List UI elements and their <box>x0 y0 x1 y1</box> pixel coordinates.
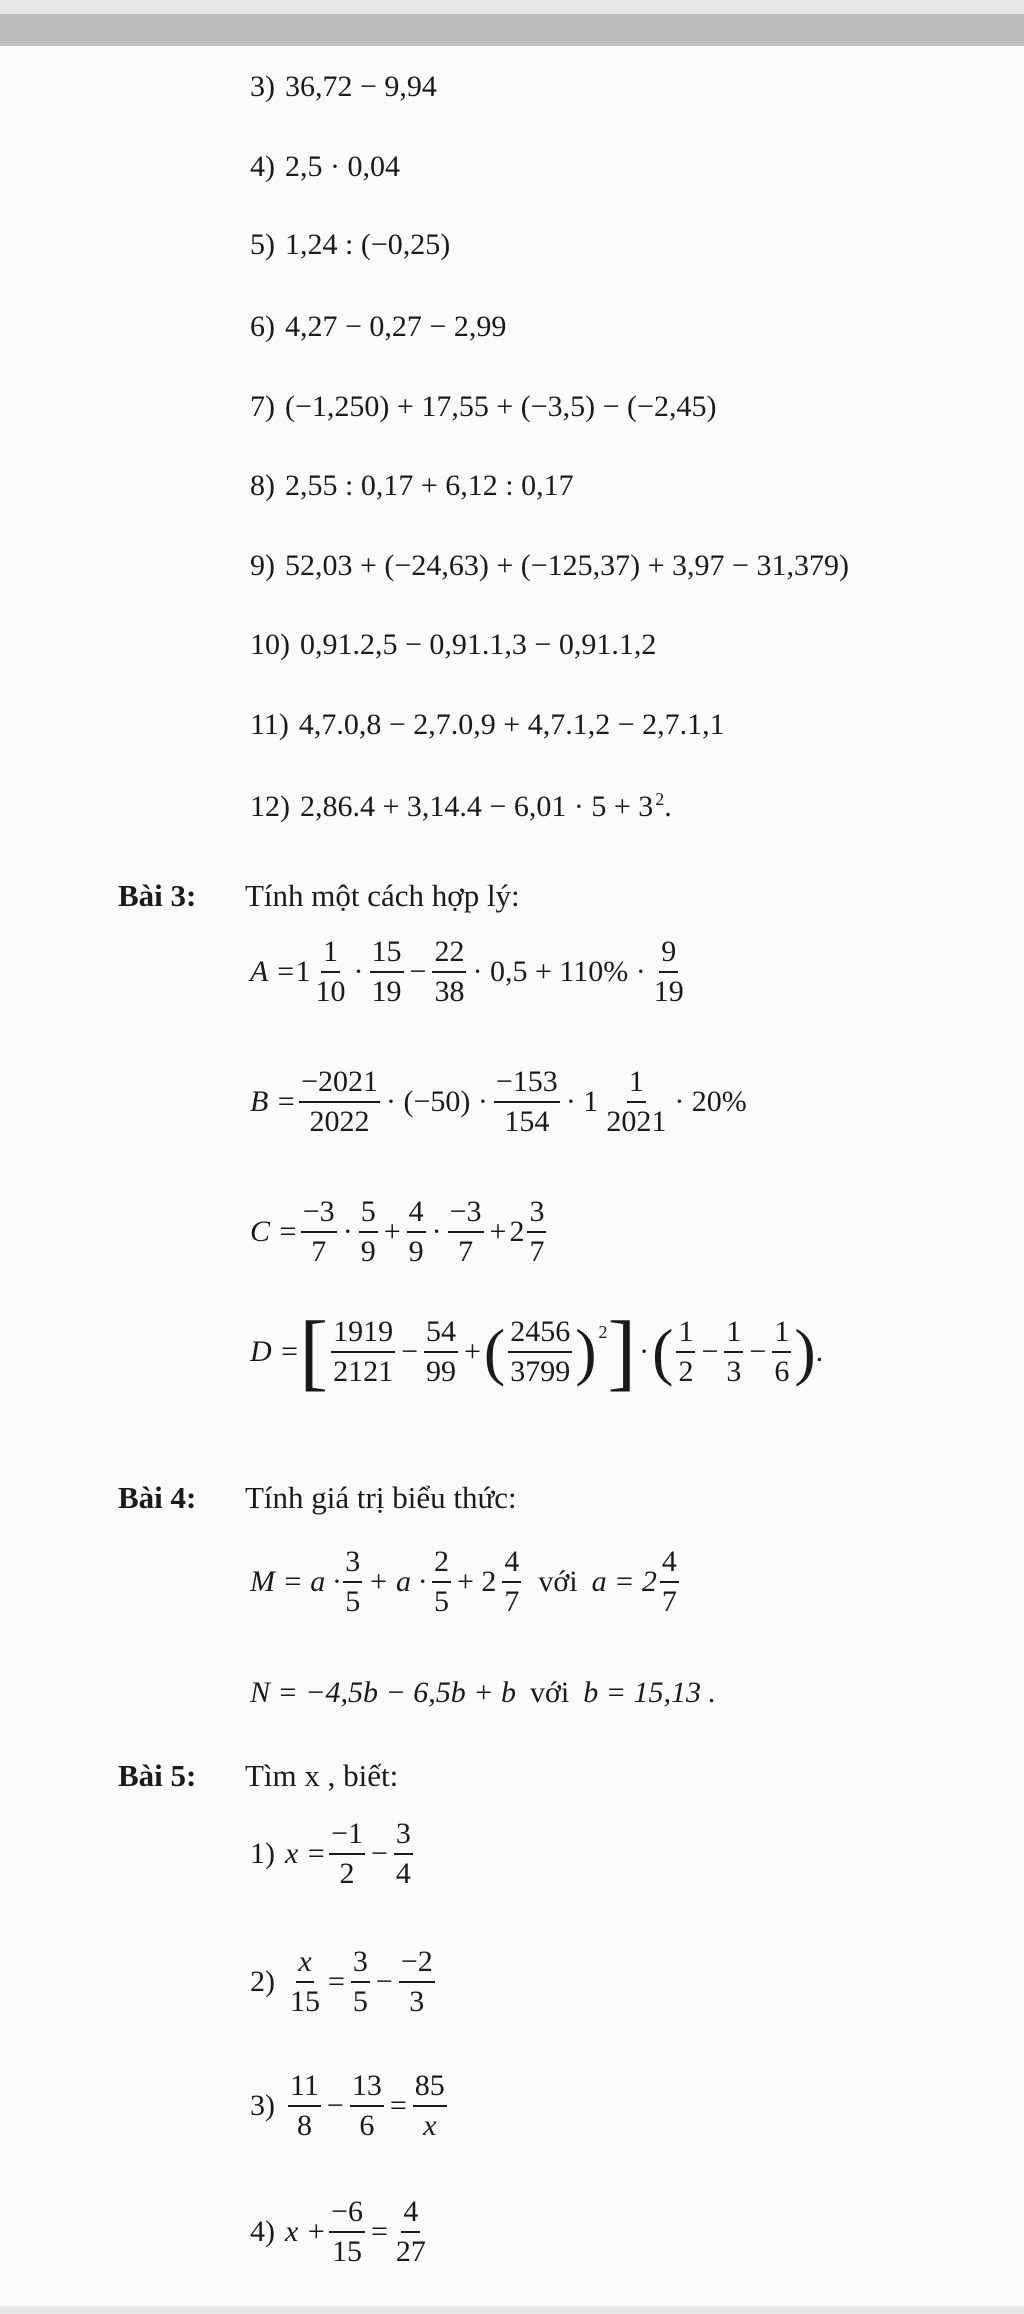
numerator: −2021 <box>299 1066 380 1103</box>
expr-lhs: x = <box>285 1836 327 1870</box>
fraction <box>394 2196 428 2267</box>
expr-text: + 2 <box>456 1564 497 1598</box>
period: . <box>664 790 672 823</box>
numerator: 1 <box>676 1316 695 1353</box>
numerator: 4 <box>502 1546 521 1583</box>
denominator: 15 <box>332 2234 363 2268</box>
denominator: 10 <box>315 974 346 1008</box>
fraction <box>527 1196 546 1267</box>
operator: − <box>326 2088 344 2122</box>
operator: + <box>489 1214 507 1248</box>
denominator: 6 <box>359 2108 375 2142</box>
expr-lhs: x + <box>285 2214 327 2248</box>
exercise-item <box>250 392 716 422</box>
fraction <box>343 1546 362 1617</box>
exercise-item <box>250 471 574 501</box>
operator: · <box>353 954 364 988</box>
numerator: 1 <box>627 1066 646 1103</box>
numerator: 11 <box>288 2070 321 2107</box>
section-title: Bài 4: <box>118 1480 197 1515</box>
left-paren: ( <box>652 1315 674 1387</box>
item-expression: 4,27 − 0,27 − 2,99 <box>285 310 507 343</box>
operator: = <box>370 2214 388 2248</box>
item-expression: 52,03 + (−24,63) + (−125,37) + 3,97 − 31,379) <box>285 549 849 582</box>
left-paren: ( <box>483 1315 506 1387</box>
operator: = <box>389 2088 407 2122</box>
denominator: 7 <box>661 1584 677 1618</box>
operator: · <box>342 1214 353 1248</box>
section-heading-bai5 <box>118 1758 398 1794</box>
with-word: với <box>538 1564 578 1598</box>
fraction <box>329 2196 365 2267</box>
expression-C <box>250 1196 549 1267</box>
denominator: 5 <box>345 1584 361 1618</box>
superscript: 2 <box>598 1322 608 1342</box>
top-gray-bar <box>0 14 1024 46</box>
numerator: −2 <box>399 1946 435 1983</box>
section-description: Tính một cách hợp lý: <box>245 878 520 913</box>
denominator: 154 <box>504 1104 550 1138</box>
expr-text: · 0,5 + 110% · <box>472 954 646 988</box>
expression-A <box>250 936 689 1007</box>
superscript: 2 <box>655 789 665 809</box>
whole-part: 1 <box>295 954 311 988</box>
denominator: 5 <box>433 1584 449 1618</box>
operator: + <box>463 1334 481 1368</box>
denominator: 9 <box>408 1234 424 1268</box>
expr-text: · 1 <box>565 1084 599 1118</box>
operator: − <box>401 1334 418 1368</box>
fraction <box>288 1946 322 2017</box>
item-number: 4) <box>250 2214 275 2248</box>
denominator: 27 <box>395 2234 426 2268</box>
numerator: 22 <box>432 936 466 973</box>
item-expression: 2,86.4 + 3,14.4 − 6,01 · 5 + 3 <box>300 790 654 823</box>
fraction <box>399 1946 435 2017</box>
numerator: 1919 <box>331 1316 395 1353</box>
numerator: 2456 <box>508 1316 572 1353</box>
numerator: −1 <box>329 1818 365 1855</box>
numerator: 4 <box>401 2196 420 2233</box>
numerator: 5 <box>359 1196 378 1233</box>
numerator: 9 <box>659 936 678 973</box>
fraction <box>359 1196 378 1267</box>
item-expression: 2,55 : 0,17 + 6,12 : 0,17 <box>285 469 574 502</box>
item-number: 1) <box>250 1836 275 1870</box>
expr-text: a = 2 <box>591 1564 657 1598</box>
item-number: 10) <box>250 628 290 661</box>
denominator: 7 <box>311 1234 327 1268</box>
numerator: −153 <box>494 1066 560 1103</box>
operator: − <box>375 1964 393 1998</box>
expr-text: N = −4,5b − 6,5b + b <box>250 1676 516 1709</box>
item-expression: 1,24 : (−0,25) <box>285 228 451 261</box>
exercise-item <box>250 710 725 740</box>
denominator: x <box>423 2108 437 2142</box>
denominator: 38 <box>434 974 465 1008</box>
fraction <box>772 1316 791 1387</box>
denominator: 2021 <box>606 1104 667 1138</box>
equation-2 <box>250 1946 438 2017</box>
operator: = <box>328 1964 345 1998</box>
fraction <box>301 1196 337 1267</box>
right-paren: ) <box>575 1315 597 1387</box>
fraction <box>432 1546 451 1617</box>
denominator: 7 <box>458 1234 474 1268</box>
denominator: 19 <box>653 974 684 1008</box>
exercise-item <box>250 630 656 660</box>
fraction <box>604 1066 668 1137</box>
section-title: Bài 3: <box>118 878 197 913</box>
expr-text: · 20% <box>674 1084 747 1118</box>
numerator: −3 <box>448 1196 484 1233</box>
fraction <box>329 1818 365 1889</box>
operator: · <box>431 1214 442 1248</box>
item-number: 3) <box>250 2088 275 2122</box>
numerator: 54 <box>424 1316 458 1353</box>
expression-B <box>250 1066 750 1137</box>
fraction <box>652 936 686 1007</box>
expression-D <box>250 1303 824 1400</box>
denominator: 7 <box>504 1584 520 1618</box>
exercise-item <box>250 152 400 182</box>
fraction <box>494 1066 560 1137</box>
denominator: 3799 <box>510 1354 571 1388</box>
equation-3 <box>250 2070 450 2141</box>
exercise-item <box>250 790 672 822</box>
item-expression: (−1,250) + 17,55 + (−3,5) − (−2,45) <box>285 390 717 423</box>
section-description: Tìm x , biết: <box>245 1758 399 1793</box>
mixed-number <box>509 1196 549 1267</box>
section-heading-bai3 <box>118 878 520 914</box>
fraction <box>394 1818 413 1889</box>
with-word: với <box>530 1676 570 1709</box>
denominator: 2121 <box>333 1354 394 1388</box>
period: . <box>815 1334 824 1368</box>
expr-lhs: D = <box>250 1334 300 1368</box>
item-number: 5) <box>250 228 275 261</box>
document-page <box>0 46 1024 2306</box>
exercise-item <box>250 312 506 342</box>
fraction <box>432 936 466 1007</box>
expr-lhs: C = <box>250 1214 298 1248</box>
section-description: Tính giá trị biểu thức: <box>245 1480 517 1515</box>
item-number: 11) <box>250 708 289 741</box>
section-title: Bài 5: <box>118 1758 197 1793</box>
section-heading-bai4 <box>118 1480 517 1516</box>
fraction <box>676 1316 695 1387</box>
numerator: 3 <box>351 1946 370 1983</box>
numerator: 4 <box>660 1546 679 1583</box>
operator: − <box>409 954 427 988</box>
denominator: 3 <box>726 1354 742 1388</box>
item-expression: 36,72 − 9,94 <box>285 70 437 103</box>
numerator: 85 <box>413 2070 447 2107</box>
denominator: 99 <box>425 1354 456 1388</box>
fraction <box>407 1196 426 1267</box>
numerator: 4 <box>407 1196 426 1233</box>
item-expression: 4,7.0,8 − 2,7.0,9 + 4,7.1,2 − 2,7.1,1 <box>298 708 725 741</box>
expr-text: b = 15,13 . <box>583 1676 716 1709</box>
fraction <box>370 936 404 1007</box>
denominator: 5 <box>352 1984 368 2018</box>
operator: + <box>383 1214 401 1248</box>
item-number: 3) <box>250 70 275 103</box>
fraction <box>350 2070 384 2141</box>
fraction <box>508 1316 572 1387</box>
exercise-item <box>250 72 437 102</box>
item-number: 8) <box>250 469 275 502</box>
top-status-strip <box>0 0 1024 14</box>
denominator: 2 <box>678 1354 694 1388</box>
numerator: −3 <box>301 1196 337 1233</box>
numerator: 3 <box>343 1546 362 1583</box>
expr-lhs: B = <box>250 1084 297 1118</box>
operator: − <box>701 1334 719 1368</box>
equation-1 <box>250 1818 416 1889</box>
numerator: 2 <box>432 1546 451 1583</box>
fraction <box>724 1316 743 1387</box>
expr-text: + a · <box>368 1564 426 1598</box>
numerator: 1 <box>724 1316 743 1353</box>
whole-part: 2 <box>509 1214 525 1248</box>
numerator: 15 <box>370 936 404 973</box>
item-number: 6) <box>250 310 275 343</box>
fraction <box>314 936 348 1007</box>
fraction <box>502 1546 521 1617</box>
exercise-item <box>250 230 450 260</box>
item-number: 4) <box>250 150 275 183</box>
expression-N <box>250 1676 716 1710</box>
numerator: 13 <box>350 2070 384 2107</box>
fraction <box>299 1066 380 1137</box>
operator: − <box>370 1836 388 1870</box>
item-number: 9) <box>250 549 275 582</box>
numerator: −6 <box>329 2196 365 2233</box>
denominator: 7 <box>529 1234 545 1268</box>
denominator: 3 <box>409 1984 425 2018</box>
mixed-number <box>296 936 351 1007</box>
fraction <box>288 2070 321 2141</box>
numerator: 1 <box>321 936 340 973</box>
expr-lhs: A = <box>250 954 296 988</box>
equation-4 <box>250 2196 431 2267</box>
numerator: 3 <box>527 1196 546 1233</box>
fraction <box>448 1196 484 1267</box>
denominator: 15 <box>290 1984 320 2018</box>
item-number: 2) <box>250 1964 275 1998</box>
bottom-strip <box>0 2306 1024 2314</box>
denominator: 6 <box>774 1354 790 1388</box>
operator: · <box>639 1334 650 1368</box>
denominator: 2022 <box>309 1104 370 1138</box>
denominator: 8 <box>296 2108 312 2142</box>
numerator: 1 <box>772 1316 791 1353</box>
operator: − <box>749 1334 767 1368</box>
expr-lhs: M = a · <box>250 1564 341 1598</box>
expression-M <box>250 1546 682 1617</box>
right-bracket: ] <box>607 1303 637 1400</box>
expr-text: · (−50) · <box>386 1084 488 1118</box>
fraction <box>424 1316 458 1387</box>
exercise-item <box>250 551 849 581</box>
left-bracket: [ <box>299 1303 329 1400</box>
item-number: 12) <box>250 790 290 823</box>
denominator: 4 <box>395 1856 411 1890</box>
item-expression: 2,5 · 0,04 <box>285 150 400 183</box>
item-expression: 0,91.2,5 − 0,91.1,3 − 0,91.1,2 <box>300 628 657 661</box>
fraction <box>660 1546 679 1617</box>
right-paren: ) <box>794 1315 816 1387</box>
fraction <box>351 1946 370 2017</box>
denominator: 9 <box>360 1234 376 1268</box>
numerator: 3 <box>394 1818 413 1855</box>
denominator: 19 <box>371 974 402 1008</box>
fraction <box>413 2070 447 2141</box>
denominator: 2 <box>339 1856 355 1890</box>
fraction <box>331 1316 395 1387</box>
numerator: x <box>296 1946 313 1983</box>
item-number: 7) <box>250 390 275 423</box>
